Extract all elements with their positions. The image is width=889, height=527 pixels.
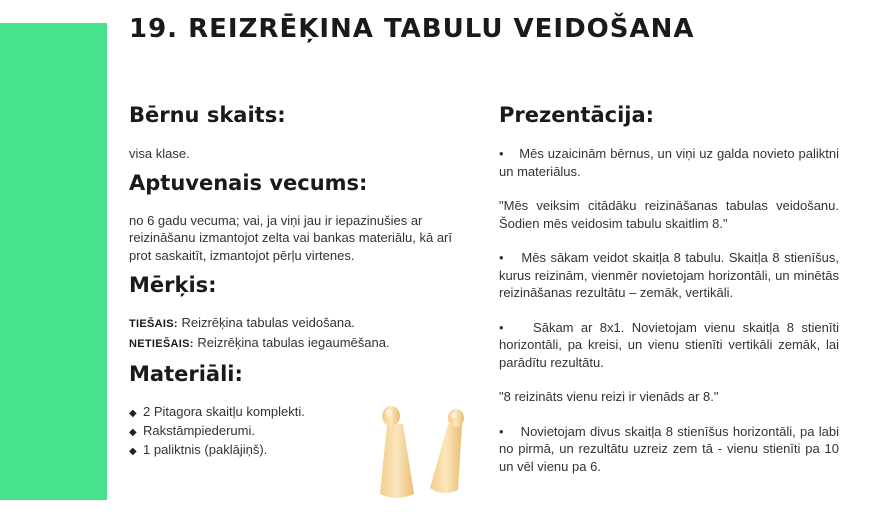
diamond-bullet-icon: ◆ (129, 408, 137, 419)
material-text: 1 paliktnis (paklājiņš). (143, 442, 268, 457)
direct-goal (129, 314, 469, 334)
presentation-paragraph: • Mēs uzaicinām bērnus, un viņi uz galda novieto paliktni un materiālus. (499, 146, 839, 179)
direct-goal-label: TIEŠAIS: (129, 318, 178, 330)
indirect-goal-text: Reizrēķina tabulas iegaumēšana. (193, 334, 390, 350)
children-count-heading: Bērnu skaits: (129, 103, 286, 127)
goals-heading: Mērķis: (129, 273, 217, 297)
children-count-text: visa klase. (129, 146, 190, 161)
accent-bar (0, 23, 107, 500)
game-piece-left (380, 406, 414, 498)
direct-goal-text: Reizrēķina tabulas veidošana. (177, 315, 355, 330)
presentation-paragraph: • Mēs sākam veidot skaitļa 8 tabulu. Skaitļa 8 stienīšus, kurus reizinām, vienmēr novietojam horizontāli, un minētās reizināšanas rezultātu – zemāk, vertikāli. (499, 250, 839, 300)
materials-heading: Materiāli: (129, 362, 243, 386)
diamond-bullet-icon: ◆ (129, 427, 137, 438)
presentation-paragraph: • Sākam ar 8x1. Novietojam vienu skaitļa 8 stienīti horizontāli, pa kreisi, un vienu stienīti vertikāli zemāk, lai parādītu rezultātu. (499, 319, 839, 370)
presentation-paragraph: • Novietojam divus skaitļa 8 stienīšus horizontāli, pa labi no pirmā, un rezultātu uzreiz zem tā - vienu stienīti pa 10 un vēl vienu pa 6. (499, 423, 839, 474)
age-heading: Aptuvenais vecums: (129, 170, 368, 195)
indirect-goal-label: NETIEŠAIS: (129, 337, 194, 350)
game-piece-right (430, 409, 464, 493)
age-text: no 6 gadu vecuma; vai, ja viņi jau ir iepazinušies ar reizināšanu izmantojot zelta vai bankas materiālu, kā arī prot saskaitīt, izmantojot pērļu virtenes. (129, 212, 452, 263)
diamond-bullet-icon: ◆ (129, 446, 137, 457)
right-column (499, 100, 839, 475)
wooden-game-pieces-icon (372, 402, 472, 502)
indirect-goal (129, 334, 469, 354)
material-text: 2 Pitagora skaitļu komplekti. (143, 404, 305, 419)
presentation-paragraph: "8 reizināts vienu reizi ir vienāds ar 8." (499, 389, 719, 404)
presentation-heading: Prezentācija: (499, 103, 655, 127)
presentation-paragraph: "Mēs veiksim citādāku reizināšanas tabulas veidošanu. Šodien mēs veidosim tabulu skaitlim 8." (499, 198, 839, 231)
material-text: Rakstāmpiederumi. (143, 423, 255, 438)
page-title: 19. REIZRĒĶINA TABULU VEIDOŠANA (129, 14, 695, 44)
